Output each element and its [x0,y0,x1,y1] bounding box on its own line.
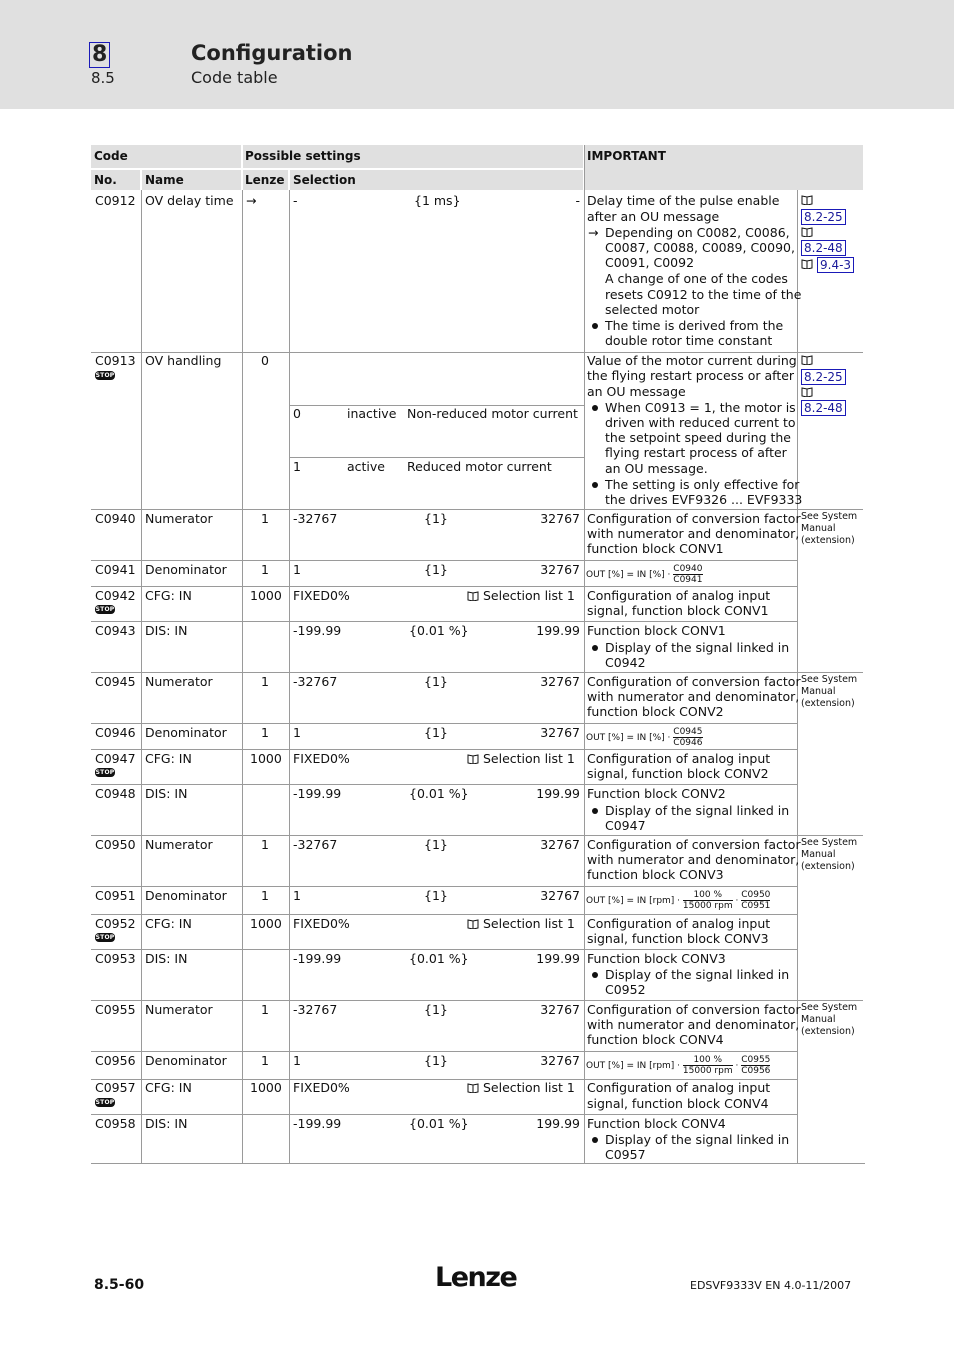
sel-max: 32767 [540,725,580,740]
conversion-formula: OUT [%] = IN [%] · $\frac{C0940}{C0941}$ [586,564,703,585]
important-text: Function block CONV1 [587,623,726,638]
lenze-default: 1 [261,511,269,526]
sel-max: 32767 [540,837,580,852]
see-manual: (extension) [801,1026,855,1037]
book-icon [467,754,479,764]
important-text: Configuration of analog input [587,751,771,766]
section-title: Code table [191,68,278,87]
code-name: Denominator [145,888,227,903]
sel-min: FIXED0% [293,588,350,603]
important-text: after an OU message [587,209,720,224]
sel-min: -199.99 [293,623,342,638]
important-text: signal, function block CONV4 [587,1096,769,1111]
lenze-default: 1000 [250,1080,282,1095]
important-text: C0957 [605,1147,646,1162]
section-number: 8.5 [91,69,115,87]
ref-link[interactable]: 8.2-25 [801,369,846,385]
sel-unit: {1} [424,674,448,689]
sel-min: -199.99 [293,1116,342,1131]
sel-min: -199.99 [293,951,342,966]
sel-unit: {0.01 %} [409,951,469,966]
sel-max: 199.99 [536,951,580,966]
selection-list-ref: Selection list 1 [483,1080,575,1095]
lenze-default: 1 [261,674,269,689]
important-text: C0942 [605,655,646,670]
chapter-title: Configuration [191,41,353,65]
important-text: function block CONV4 [587,1032,724,1047]
code-no: C0956 [95,1053,136,1068]
code-name: Denominator [145,725,227,740]
sel-max: 32767 [540,511,580,526]
important-text: Function block CONV4 [587,1116,726,1131]
code-name: Numerator [145,837,213,852]
sel-max: 32767 [540,888,580,903]
book-icon [467,1083,479,1093]
lenze-arrow: → [246,193,257,208]
sel-max: 32767 [540,1053,580,1068]
page-number: 8.5-60 [94,1277,145,1293]
row-divider [91,1163,865,1164]
sel-min: 1 [293,1053,301,1068]
important-text: with numerator and denominator, [587,852,800,867]
row-divider [91,509,863,510]
important-text: with numerator and denominator, [587,689,800,704]
important-text: double rotor time constant [605,333,773,348]
sel-unit: {0.01 %} [409,1116,469,1131]
sel-max: 32767 [540,674,580,689]
important-text: Configuration of analog input [587,916,771,931]
header-code: Code [94,149,128,163]
see-manual: Manual [801,523,836,534]
important-bullet: Display of the signal linked in [605,803,790,818]
sel-max: 32767 [540,1002,580,1017]
see-manual: (extension) [801,861,855,872]
book-icon [801,387,813,397]
code-no: C0940 [95,511,136,526]
col-divider [141,190,142,1164]
code-name: Numerator [145,511,213,526]
important-text: flying restart process of after [605,445,787,460]
sel-unit: {1} [424,511,448,526]
sel-max: 199.99 [536,623,580,638]
sel-min: FIXED0% [293,916,350,931]
important-text: C0947 [605,818,646,833]
code-name: Numerator [145,1002,213,1017]
important-text: signal, function block CONV2 [587,766,769,781]
important-text: Configuration of analog input [587,1080,771,1095]
code-name: DIS: IN [145,623,188,638]
sel-unit: {1} [424,837,448,852]
code-name: Numerator [145,674,213,689]
sel-unit: {0.01 %} [409,786,469,801]
important-bullet: Display of the signal linked in [605,640,790,655]
important-text: function block CONV1 [587,541,724,556]
important-text: A change of one of the codes [605,271,788,286]
lenze-default: 1 [261,562,269,577]
code-name: DIS: IN [145,951,188,966]
important-bullet: Display of the signal linked in [605,1132,790,1147]
header-important: IMPORTANT [587,149,666,163]
sel-min: -199.99 [293,786,342,801]
sel-unit: {1} [424,1002,448,1017]
see-manual: See System [801,511,858,522]
code-no: C0951 [95,888,136,903]
code-name: DIS: IN [145,786,188,801]
lenze-default: 1 [261,725,269,740]
code-no: C0912 [95,193,136,208]
important-text: Configuration of analog input [587,588,771,603]
header-lenze: Lenze [245,173,285,187]
sel-unit: {1} [424,888,448,903]
important-text: with numerator and denominator, [587,526,800,541]
header-possible-settings: Possible settings [245,149,361,163]
row-divider [91,586,797,587]
sel-min: -32767 [293,674,338,689]
selection-list-ref: Selection list 1 [483,751,575,766]
see-manual: See System [801,1002,858,1013]
book-icon [801,195,813,205]
important-text: Delay time of the pulse enable [587,193,780,208]
lenze-default: 1 [261,1002,269,1017]
sel-min: 1 [293,562,301,577]
row-divider [91,914,797,915]
row-divider [91,784,797,785]
sel-min: 1 [293,888,301,903]
important-text: Function block CONV2 [587,786,726,801]
code-name: CFG: IN [145,1080,192,1095]
lenze-default: 1000 [250,751,282,766]
row-divider [91,1114,797,1115]
see-manual: (extension) [801,698,855,709]
important-text: C0091, C0092 [605,255,695,270]
see-manual: Manual [801,849,836,860]
book-icon [801,227,813,237]
sel-unit: {0.01 %} [409,623,469,638]
important-text: driven with reduced current to [605,415,796,430]
lenze-default: 1000 [250,588,282,603]
sel-min: FIXED0% [293,751,350,766]
ref-link[interactable]: 8.2-48 [801,400,846,416]
code-no: C0943 [95,623,136,638]
sel-unit: {1} [424,562,448,577]
header-selection: Selection [293,173,356,187]
book-icon [801,259,813,269]
book-icon [467,919,479,929]
important-text: function block CONV3 [587,867,724,882]
important-text: an OU message. [605,461,708,476]
important-text: C0087, C0088, C0089, C0090, [605,240,795,255]
lenze-default: 0 [261,353,269,368]
col-divider [289,190,290,1164]
row-divider [91,672,863,673]
row-divider [91,749,797,750]
header-no: No. [94,173,117,187]
row-divider [91,1051,797,1052]
stop-icon: STOP [95,934,115,941]
row-divider [91,835,863,836]
important-text: → Depending on C0082, C0086, [588,225,790,240]
document-id: EDSVF9333V EN 4.0-11/2007 [690,1279,852,1292]
important-text: Configuration of conversion factor [587,511,801,526]
important-text: Configuration of conversion factor [587,837,801,852]
book-icon [467,591,479,601]
sel-min: -32767 [293,1002,338,1017]
code-no: C0947 [95,751,136,766]
important-text: resets C0912 to the time of the [605,287,802,302]
important-text: signal, function block CONV3 [587,931,769,946]
col-divider [242,190,243,1164]
see-manual: See System [801,837,858,848]
sel-max: 32767 [540,562,580,577]
important-text: Value of the motor current during [587,353,797,368]
ref-link[interactable]: 8.2-25 [801,209,846,225]
sel-unit: {1} [424,1053,448,1068]
row-divider [91,723,797,724]
row-divider [91,949,797,950]
option-value: 1 [293,459,301,474]
row-divider [91,1000,863,1001]
option-desc: Non-reduced motor current [407,406,578,421]
code-no: C0952 [95,916,136,931]
selection-list-ref: Selection list 1 [483,588,575,603]
code-no: C0955 [95,1002,136,1017]
important-text: the flying restart process or after [587,368,795,383]
important-text: an OU message [587,384,686,399]
see-manual: Manual [801,1014,836,1025]
conversion-formula: OUT [%] = IN [rpm] · 100 % 15000 rpm · $\frac{C0950}{C0951}$ [586,890,771,911]
arrow-icon: → [588,225,599,240]
important-text: function block CONV2 [587,704,724,719]
code-no: C0950 [95,837,136,852]
option-value: 0 [293,406,301,421]
code-name: OV handling [145,353,222,368]
important-text: Function block CONV3 [587,951,726,966]
important-text: C0952 [605,982,646,997]
code-name: DIS: IN [145,1116,188,1131]
important-bullet: The time is derived from the [605,318,784,333]
important-text: Configuration of conversion factor [587,1002,801,1017]
code-no: C0958 [95,1116,136,1131]
sel-unit: {1 ms} [414,193,461,208]
ref-link[interactable]: 9.4-3 [817,257,854,273]
important-text: with numerator and denominator, [587,1017,800,1032]
row-divider [91,621,797,622]
see-manual: (extension) [801,535,855,546]
conversion-formula: OUT [%] = IN [rpm] · 100 % 15000 rpm · $\frac{C0955}{C0956}$ [586,1055,771,1076]
code-name: CFG: IN [145,916,192,931]
code-no: C0953 [95,951,136,966]
code-no: C0946 [95,725,136,740]
header-name: Name [145,173,184,187]
lenze-default: 1 [261,1053,269,1068]
page-header [0,0,954,109]
conversion-formula: OUT [%] = IN [%] · $\frac{C0945}{C0946}$ [586,727,703,748]
code-no: C0942 [95,588,136,603]
important-bullet: Display of the signal linked in [605,967,790,982]
see-manual: See System [801,674,858,685]
row-divider [290,457,584,458]
sel-min: -32767 [293,511,338,526]
sel-max: 199.99 [536,786,580,801]
lenze-default: 1000 [250,916,282,931]
sel-min: - [293,193,298,208]
option-desc: Reduced motor current [407,459,552,474]
ref-link[interactable]: 8.2-48 [801,240,846,256]
col-divider [584,145,585,1164]
selection-list-ref: Selection list 1 [483,916,575,931]
stop-icon: STOP [95,372,115,379]
sel-max: - [575,193,580,208]
lenze-default: 1 [261,888,269,903]
code-name: CFG: IN [145,588,192,603]
sel-min: FIXED0% [293,1080,350,1095]
code-no: C0941 [95,562,136,577]
lenze-logo: Lenze [435,1262,517,1293]
book-icon [801,355,813,365]
option-name: inactive [347,406,397,421]
code-no: C0945 [95,674,136,689]
chapter-number-link[interactable]: 8 [89,42,110,68]
code-name: Denominator [145,562,227,577]
code-name: CFG: IN [145,751,192,766]
important-text: signal, function block CONV1 [587,603,769,618]
important-text: Configuration of conversion factor [587,674,801,689]
important-bullet: When C0913 = 1, the motor is [605,400,796,415]
sel-unit: {1} [424,725,448,740]
code-no: C0948 [95,786,136,801]
code-no: C0957 [95,1080,136,1095]
option-name: active [347,459,385,474]
stop-icon: STOP [95,1099,115,1106]
lenze-default: 1 [261,837,269,852]
sel-min: -32767 [293,837,338,852]
important-text: the setpoint speed during the [605,430,791,445]
important-text: the drives EVF9326 ... EVF9333 [605,492,803,507]
sel-max: 199.99 [536,1116,580,1131]
code-name: OV delay time [145,193,234,208]
stop-icon: STOP [95,769,115,776]
row-divider [91,886,797,887]
important-bullet: The setting is only effective for [605,477,800,492]
see-manual: Manual [801,686,836,697]
code-name: Denominator [145,1053,227,1068]
important-text: selected motor [605,302,700,317]
row-divider [91,560,797,561]
sel-min: 1 [293,725,301,740]
stop-icon: STOP [95,606,115,613]
code-no: C0913 [95,353,136,368]
